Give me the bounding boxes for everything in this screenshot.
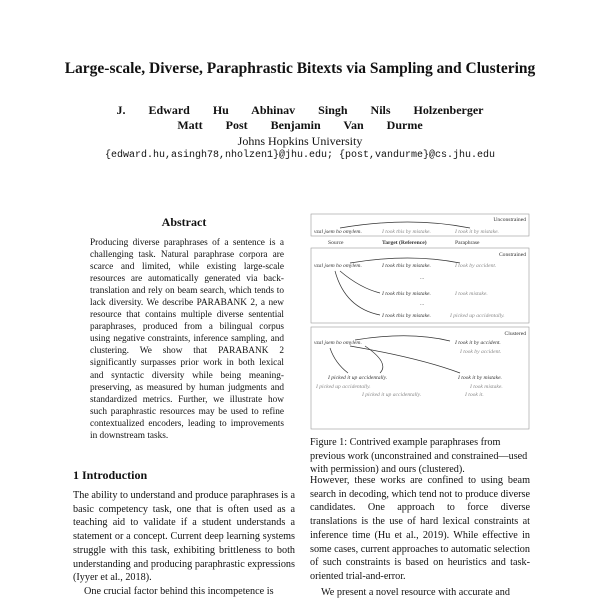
intro-paragraph-1: The ability to understand and produce paraphrases is a basic competency task, one that is often used as a teaching aid to validate if a student understands a statement or a concept. Current deep learning systems struggle with this task, exhibiting brittleness to both understanding and producing paraphrastic expressions (Iyyer et al., 2018). (73, 490, 295, 584)
introduction-heading: 1 Introduction (73, 468, 148, 482)
author-emails: {edward.hu,asingh78,nholzen1}@jhu.edu; {post,vandurme}@cs.jhu.edu (104, 150, 496, 161)
cluster-paraphrase-mistake: I took it by mistake. (458, 375, 502, 381)
cluster-paraphrase-took-mistake: I took mistake. (470, 384, 503, 390)
paraphrase-took-mistake: I took mistake. (455, 291, 488, 297)
panel-constrained-box (311, 248, 529, 323)
authors-line-2: Matt Post Benjamin Van Durme (177, 118, 423, 132)
paraphrase-picked-alt: I picked up accidentally. (450, 313, 505, 319)
reference-constrained-2: I took this by mistake. (382, 291, 431, 297)
authors-line-1: J. Edward Hu Abhinav Singh Nils Holzenberger (116, 103, 484, 117)
cluster-paraphrase-picked-alt-2: I picked it up accidentally. (362, 392, 422, 398)
affiliation: Johns Hopkins University (237, 134, 363, 148)
ellipsis-2: ... (420, 301, 425, 307)
intro-paragraph-2: One crucial factor behind this incompetence is (84, 585, 274, 597)
abstract-text: Producing diverse paraphrases of a sentence is a challenging task. Natural paraphrase corpora are scarce and limited, while existing large-scale resources are automatically generated via back-translation and rely on beam search, which tends to lack diversity. We describe PARABANK 2, a new resource that contains multiple diverse sentential paraphrases, produced from a bilingual corpus using negative constraints, inference sampling, and clustering. We show that PARABANK 2 significantly surpasses prior work in both lexical and syntactic diversity while being meaning-preserving, as measured by human judgments and standardized metrics. Further, we illustrate how such paraphrastic resources may be used to refine contextualized encoders, leading to improvements in downstream tasks. (90, 238, 284, 441)
arrow-constrained-2 (340, 271, 380, 293)
right-column-text (310, 474, 530, 599)
source-sentence-constrained: vzal jsem ho omylem. (314, 263, 362, 269)
cluster-paraphrase-picked-alt: I picked up accidentally. (316, 384, 371, 390)
source-sentence: vzal jsem ho omylem. (314, 229, 362, 235)
ellipsis-1: ... (420, 275, 425, 281)
introduction-text (73, 489, 295, 599)
abstract-heading: Abstract (161, 215, 207, 229)
cluster-paraphrase-took-it: I took it. (465, 392, 484, 398)
arrow-clustered-1 (355, 336, 450, 341)
cluster-paraphrase-accident: I took it by accident. (455, 340, 501, 346)
paraphrase-mistake: I took it by mistake. (455, 229, 499, 235)
arrow-clustered-2 (330, 348, 348, 373)
paper-title: Large-scale, Diverse, Paraphrastic Bitexts via Sampling and Clustering (64, 60, 536, 77)
figure-1 (310, 213, 530, 433)
cluster-paraphrase-accident-alt: I took by accident. (460, 349, 502, 355)
reference-constrained: I took this by mistake. (382, 263, 431, 269)
reference-constrained-3: I took this by mistake. (382, 313, 431, 319)
right-paragraph-2: We present a novel resource with accurate and (321, 586, 510, 598)
reference-sentence: I took this by mistake. (382, 229, 431, 235)
col-target-label: Target (Reference) (382, 240, 427, 246)
panel-constrained-label: Constrained (498, 252, 526, 258)
col-paraphrase-label: Paraphrase (455, 240, 480, 246)
right-paragraph-1: However, these works are confined to using beam search in decoding, which tend not to produce diverse candidates. One approach to force diverse translations is the use of hard lexical constraints at inference time (Hu et al., 2019). While effective in some cases, current approaches to automatic selection of such constraints is based on heuristics and task-oriented trial-and-error. (310, 475, 530, 582)
arrow-constrained-3 (335, 271, 380, 315)
panel-clustered-label: Clustered (504, 331, 526, 337)
cluster-paraphrase-picked: I picked it up accidentally. (328, 375, 388, 381)
figure-1-caption: Figure 1: Contrived example paraphrases from previous work (unconstrained and constrained—used with permission) and ours (clustered). (310, 437, 528, 476)
arrow-clustered-3 (350, 346, 460, 373)
arrow-unconstrained (340, 222, 470, 228)
source-sentence-clustered: vzal jsem ho omylem. (314, 340, 362, 346)
panel-unconstrained-label: Unconstrained (493, 217, 526, 223)
paraphrase-accident: I took by accident. (455, 263, 497, 269)
col-source-label: Source (328, 240, 344, 246)
